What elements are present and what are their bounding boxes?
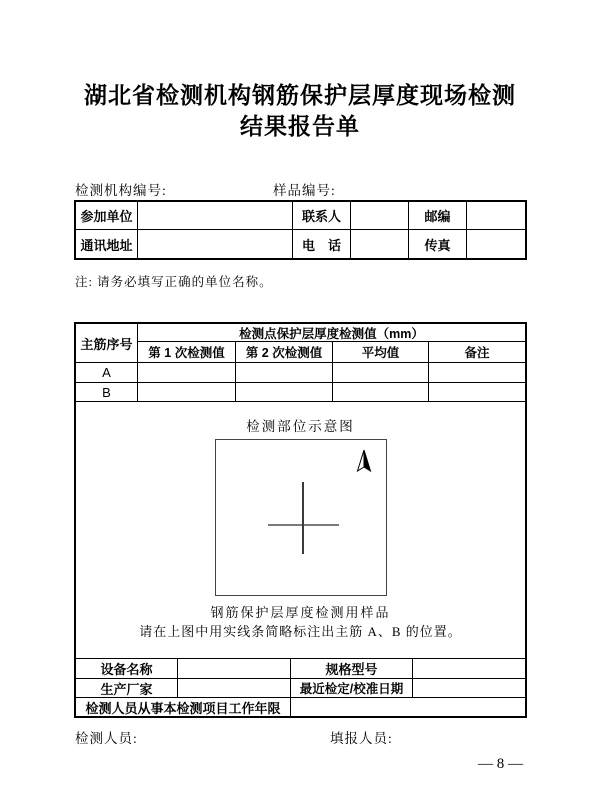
diagram-section — [76, 402, 525, 659]
col-header-test1: 第 1 次检测值 — [138, 342, 236, 363]
diagram-caption-sample: 钢筋保护层厚度检测用样品 — [210, 605, 391, 620]
row-a-test2 — [236, 363, 333, 383]
north-arrow-icon — [356, 449, 372, 472]
row-b-average — [333, 383, 429, 402]
contact-value-fax — [467, 230, 525, 258]
experience-value — [291, 698, 525, 716]
contact-label-unit: 参加单位 — [76, 202, 138, 230]
page-number: — 8 — — [478, 756, 523, 772]
calibration-date-label: 最近检定/校准日期 — [291, 679, 413, 698]
manufacturer-value — [178, 679, 291, 698]
equipment-model-label: 规格型号 — [291, 659, 413, 679]
document-title-line1: 湖北省检测机构钢筋保护层厚度现场检测 — [84, 83, 516, 108]
contact-label-phone: 电 话 — [293, 230, 351, 258]
row-b-test1 — [138, 383, 236, 402]
document-title — [0, 80, 600, 142]
contact-value-address — [138, 230, 293, 258]
row-b-test2 — [236, 383, 333, 402]
row-a-remark — [429, 363, 525, 383]
row-label-b: B — [76, 383, 138, 402]
equipment-name-label: 设备名称 — [76, 659, 178, 679]
sample-number-label: 样品编号: — [273, 183, 336, 198]
contact-value-unit — [138, 202, 293, 230]
diagram-caption-instruction: 请在上图中用实线条简略标注出主筋 A、B 的位置。 — [139, 624, 462, 639]
contact-value-person — [351, 202, 409, 230]
crosshair-horizontal-line — [268, 524, 339, 526]
diagram-title: 检测部位示意图 — [246, 419, 355, 434]
contact-label-address: 通讯地址 — [76, 230, 138, 258]
row-a-test1 — [138, 363, 236, 383]
contact-value-phone — [351, 230, 409, 258]
equipment-name-value — [178, 659, 291, 679]
document-title-line2: 结果报告单 — [240, 114, 360, 139]
contact-info-table — [74, 200, 527, 260]
measurement-span-header: 检测点保护层厚度检测值（mm） — [138, 324, 525, 342]
contact-value-postcode — [467, 202, 525, 230]
note-text: 注: 请务必填写正确的单位名称。 — [75, 275, 273, 289]
equipment-table — [76, 659, 525, 716]
inspector-label: 检测人员: — [75, 731, 138, 746]
equipment-model-value — [413, 659, 525, 679]
row-b-remark — [429, 383, 525, 402]
col-header-average: 平均值 — [333, 342, 429, 363]
main-report-table — [74, 322, 527, 718]
row-a-average — [333, 363, 429, 383]
manufacturer-label: 生产厂家 — [76, 679, 178, 698]
org-number-label: 检测机构编号: — [75, 183, 167, 198]
measurement-axis-header: 主筋序号 — [76, 324, 138, 363]
contact-label-person: 联系人 — [293, 202, 351, 230]
col-header-test2: 第 2 次检测值 — [236, 342, 333, 363]
calibration-date-value — [413, 679, 525, 698]
filler-label: 填报人员: — [330, 731, 393, 746]
diagram-box — [215, 439, 387, 596]
row-label-a: A — [76, 363, 138, 383]
contact-label-postcode: 邮编 — [409, 202, 467, 230]
measurement-table — [76, 324, 525, 402]
experience-label: 检测人员从事本检测项目工作年限 — [76, 698, 291, 716]
col-header-remark: 备注 — [429, 342, 525, 363]
contact-label-fax: 传真 — [409, 230, 467, 258]
crosshair-vertical-line — [302, 482, 304, 554]
